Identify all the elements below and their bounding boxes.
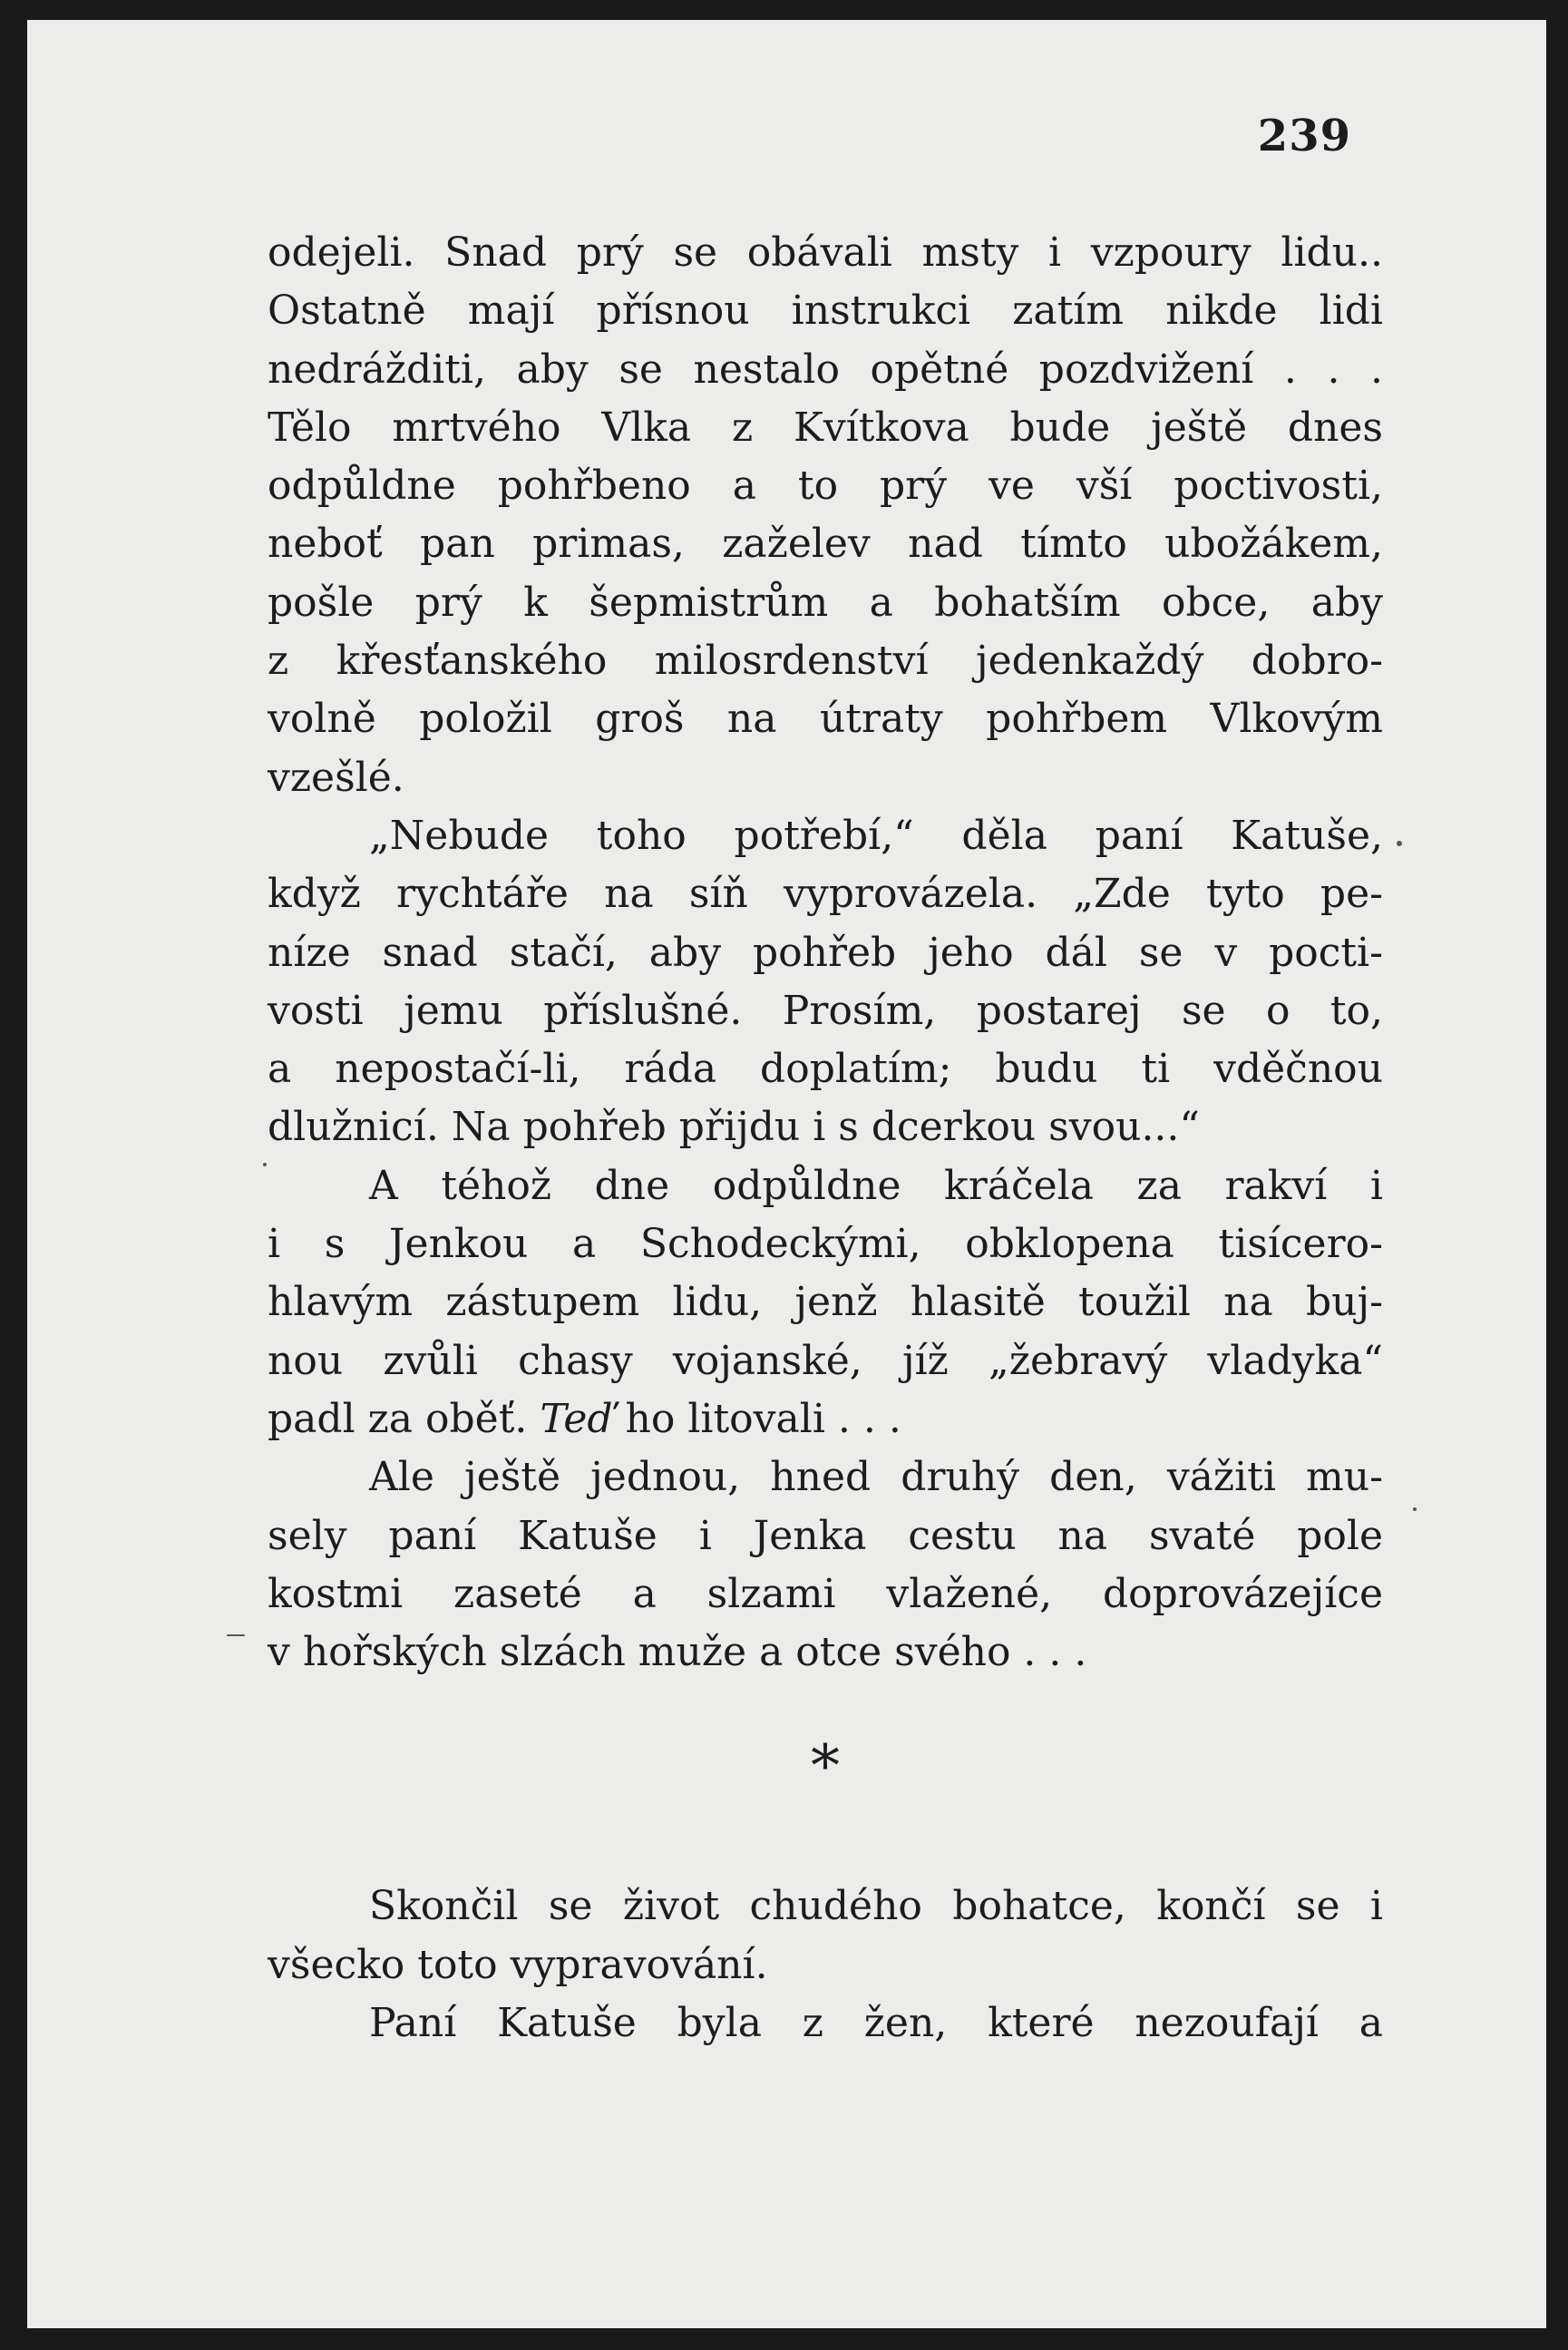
text-line: Tělo mrtvého Vlka z Kvítkova bude ještě dnes <box>268 404 1383 451</box>
scan-speck <box>1413 1507 1417 1511</box>
section-gap <box>268 1682 1383 1738</box>
text-line: Ostatně mají přísnou instrukci zatím nikde lidi <box>268 288 1383 335</box>
text-line: a nepostačí-li, ráda doplatím; budu ti vděčnou <box>268 1046 1383 1093</box>
text-line <box>268 1390 1383 1448</box>
text-line: Paní Katuše byla z žen, které nezoufají a <box>369 2000 1383 2047</box>
text-line: Skončil se život chudého bohatce, končí se i <box>369 1883 1383 1930</box>
section-gap <box>268 1796 1383 1877</box>
text-line: A téhož dne odpůldne kráčela za rakví i <box>369 1162 1383 1209</box>
book-page <box>27 20 1546 2328</box>
text-line: nou zvůli chasy vojanské, jíž „žebravý vladyka“ <box>268 1337 1383 1384</box>
text-fragment: padl za oběť. <box>268 1395 528 1442</box>
scan-speck <box>1397 841 1402 846</box>
text-line: hlavým zástupem lidu, jenž hlasitě toužil na buj- <box>268 1279 1383 1326</box>
text-line: dlužnicí. Na pohřeb přijdu i s dcerkou svou...“ <box>268 1104 1200 1151</box>
scan-speck <box>263 1163 267 1166</box>
section-divider-asterisk: * <box>811 1733 840 1801</box>
text-line: pošle prý k šepmistrům a bohatším obce, aby <box>268 579 1383 626</box>
text-line: z křesťanského milosrdenství jedenkaždý dobro- <box>268 638 1383 685</box>
text-line: odpůldne pohřbeno a to prý ve vší poctivosti, <box>268 463 1383 510</box>
emphasis-word: Teď <box>540 1395 613 1442</box>
text-line: když rychtáře na síň vyprovázela. „Zde tyto pe- <box>268 871 1383 918</box>
text-line: odejeli. Snad prý se obávali msty i vzpoury lidu.. <box>268 229 1383 276</box>
text-line: sely paní Katuše i Jenka cestu na svaté pole <box>268 1512 1383 1559</box>
text-line: i s Jenkou a Schodeckými, obklopena tisícero- <box>268 1221 1383 1268</box>
text-line: vzešlé. <box>268 754 404 801</box>
text-line: vosti jemu příslušné. Prosím, postarej se o to, <box>268 987 1383 1034</box>
text-line: Ale ještě jednou, hned druhý den, vážiti mu- <box>369 1454 1383 1501</box>
text-fragment: ho litovali . . . <box>625 1395 901 1442</box>
text-line: níze snad stačí, aby pohřeb jeho dál se v pocti- <box>268 929 1383 976</box>
text-line: v hořských slzách muže a otce svého . . . <box>268 1629 1087 1676</box>
scan-speck <box>227 1634 245 1636</box>
text-block <box>268 224 1383 2053</box>
text-line: neboť pan primas, zaželev nad tímto ubožákem, <box>268 521 1383 568</box>
text-line: kostmi zaseté a slzami vlažené, doprovázejíce <box>268 1570 1383 1617</box>
page-number: 239 <box>1257 111 1351 161</box>
text-line: nedrážditi, aby se nestalo opětné pozdvižení . . . <box>268 346 1383 393</box>
text-line: všecko toto vypravování. <box>268 1941 768 1988</box>
text-line: „Nebude toho potřebí,“ děla paní Katuše, <box>369 812 1383 859</box>
text-line: volně položil groš na útraty pohřbem Vlkovým <box>268 696 1383 743</box>
